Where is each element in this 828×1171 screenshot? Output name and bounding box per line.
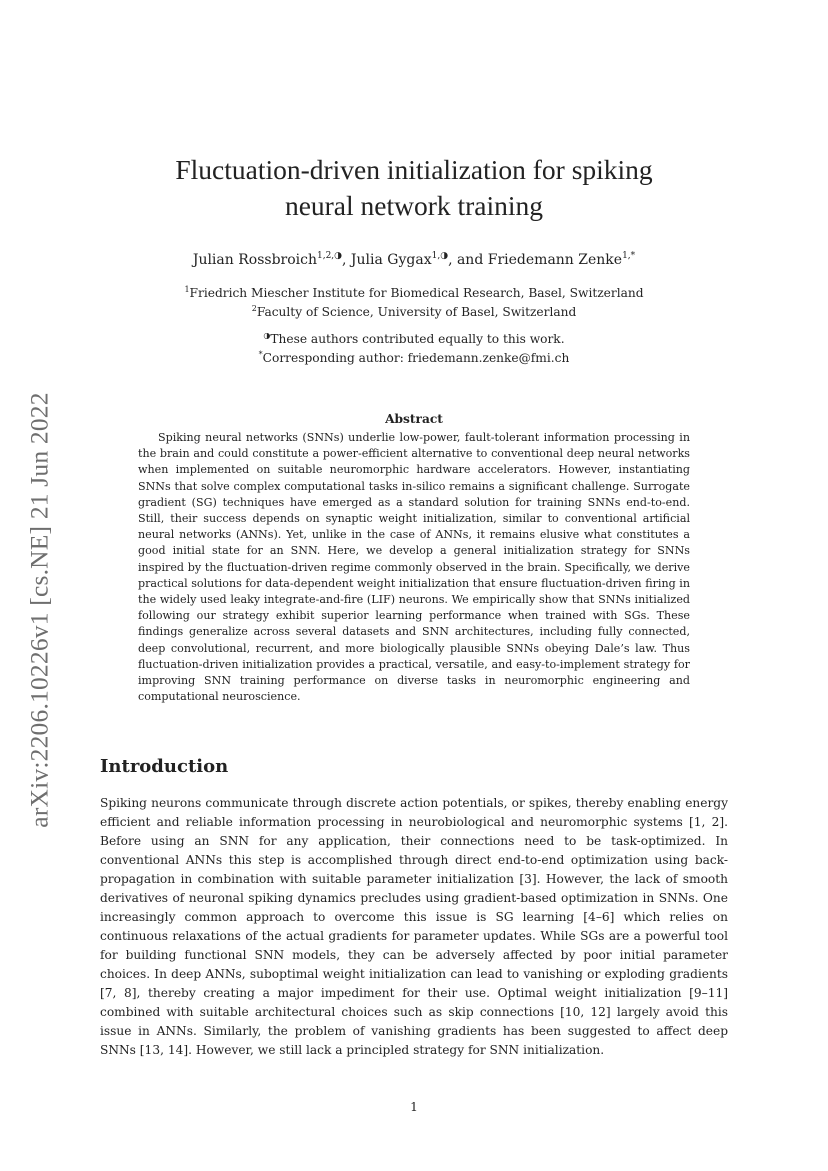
author-separator: , [342,252,351,268]
author-separator: , and [448,252,488,268]
affiliation [0,284,828,303]
affiliation-marker: 2 [251,304,257,313]
affiliation [0,303,828,322]
author-name: Julia Gygax [350,252,432,268]
affiliation-list [0,284,828,322]
affiliation-marker: 1 [184,285,190,294]
paper-title-line-1: Fluctuation-driven initialization for spiking [175,154,653,185]
note-text: These authors contributed equally to this work. [270,332,565,346]
abstract-text: Spiking neural networks (SNNs) underlie low-power, fault-tolerant information processing in the brain and could constitute a power-efficient alternative to conventional deep neural networks when implemented on suitable neuromorphic hardware accelerators. However, instantiating SNNs that solve complex computational tasks in-silico remains a significant challenge. Surrogate gradient (SG) techniques have emerged as a standard solution for training SNNs end-to-end. Still, their success depends on synaptic weight initialization, similar to conventional artificial neural networks (ANNs). Yet, unlike in the case of ANNs, it remains elusive what constitutes a good initial state for an SNN. Here, we develop a general initialization strategy for SNNs inspired by the fluctuation-driven regime commonly observed in the brain. Specifically, we derive practical solutions for data-dependent weight initialization that ensure fluctuation-driven firing in the widely used leaky integrate-and-fire (LIF) neurons. We empirically show that SNNs initialized following our strategy exhibit superior learning performance when trained with SGs. These findings generalize across several datasets and SNN architectures, including fully connected, deep convolutional, recurrent, and more biologically plausible SNNs obeying Dale’s law. Thus fluctuation-driven initialization provides a practical, versatile, and easy-to-implement strategy for improving SNN training performance on diverse tasks in neuromorphic engineering and computational neuroscience. [138,431,690,704]
affiliation-text: Friedrich Miescher Institute for Biomedical Research, Basel, Switzerland [189,286,644,300]
introduction-heading: Introduction [100,756,229,777]
author-name: Julian Rossbroich [192,252,317,268]
author-affiliation-marker: 1,2,◑ [316,251,343,261]
abstract-heading: Abstract [385,412,443,426]
arxiv-identifier-text: arXiv:2206.10226v1 [cs.NE] 21 Jun 2022 [25,392,55,828]
author-name: Friedemann Zenke [487,252,623,268]
author-affiliation-marker: 1,◑ [431,251,449,261]
paper-title [0,152,828,224]
author-notes [0,330,828,368]
affiliation-text: Faculty of Science, University of Basel, Switzerland [256,305,577,319]
paper-title-line-2: neural network training [284,190,544,221]
page-number: 1 [410,1100,418,1114]
note-marker: * [258,350,263,359]
author-affiliation-marker: 1,* [622,251,636,261]
corresponding-author-note [0,349,828,368]
author-list [0,250,828,270]
note-text: Corresponding author: friedemann.zenke@fmi.ch [262,351,570,365]
note-marker: ◑ [263,331,271,340]
arxiv-identifier-stamp [20,370,60,850]
introduction-paragraph: Spiking neurons communicate through discrete action potentials, or spikes, thereby enabling energy efficient and reliable information processing in neurobiological and neuromorphic systems [1, 2]. Before using an SNN for any application, their connections need to be task-optimized. In conventional ANNs this step is accomplished through direct end-to-end optimization using back-propagation in combination with suitable parameter initialization [3]. However, the lack of smooth derivatives of neuronal spiking dynamics precludes using gradient-based optimization in SNNs. One increasingly common approach to overcome this issue is SG learning [4–6] which relies on continuous relaxations of the actual gradients for parameter updates. While SGs are a powerful tool for building functional SNN models, they can be adversely affected by poor initial parameter choices. In deep ANNs, suboptimal weight initialization can lead to vanishing or exploding gradients [7, 8], thereby creating a major impediment for their use. Optimal weight initialization [9–11] combined with suitable architectural choices such as skip connections [10, 12] largely avoid this issue in ANNs. Similarly, the problem of vanishing gradients has been suggested to affect deep SNNs [13, 14]. However, we still lack a principled strategy for SNN initialization. [100,796,728,1057]
equal-contribution-note [0,330,828,349]
